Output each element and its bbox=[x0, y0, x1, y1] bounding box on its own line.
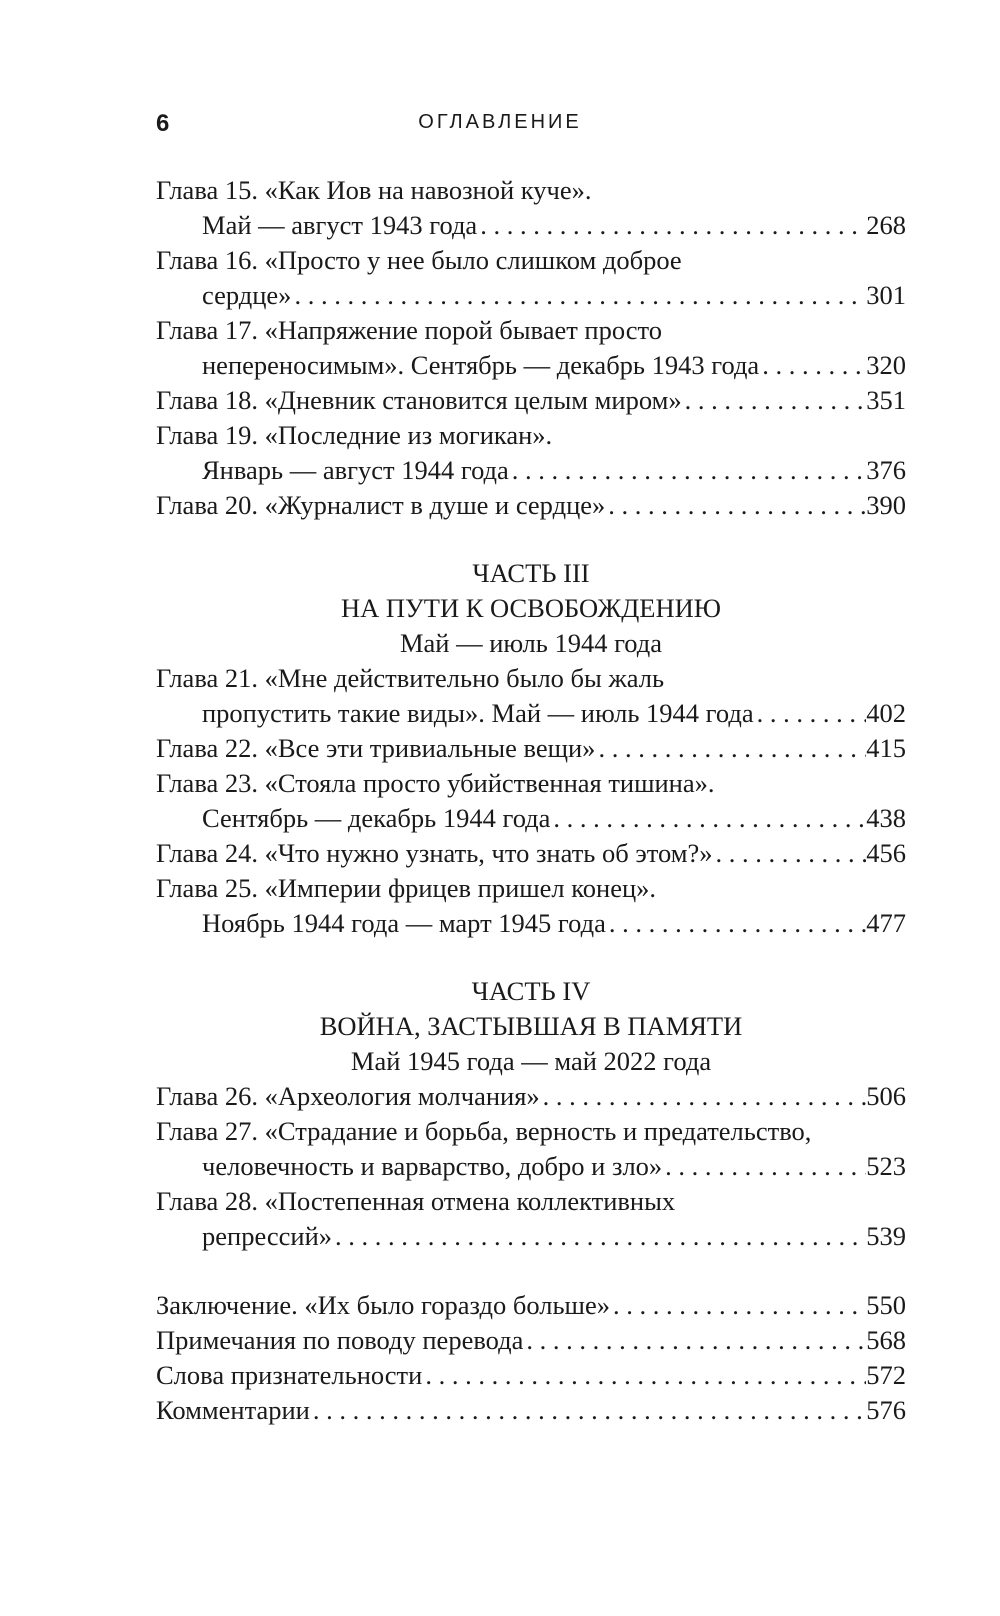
toc-entry-ch16[interactable] bbox=[156, 278, 906, 313]
toc-entry-ch19-line1: Глава 19. «Последние из могикан». bbox=[156, 420, 553, 450]
part-label: ЧАСТЬ IV bbox=[471, 976, 591, 1006]
dot-leader bbox=[606, 906, 866, 941]
dot-leader bbox=[759, 348, 866, 383]
toc-entry-text: Заключение. «Их было гораздо больше» bbox=[156, 1290, 610, 1320]
toc-entry-ch17-line1: Глава 17. «Напряжение порой бывает просто bbox=[156, 315, 663, 345]
toc-entry-ch16-line1: Глава 16. «Просто у нее было слишком доброе bbox=[156, 245, 682, 275]
toc-entry-ch25-line1: Глава 25. «Империи фрицев пришел конец». bbox=[156, 873, 657, 903]
dot-leader bbox=[332, 1219, 866, 1254]
page-ref: 506 bbox=[866, 1081, 906, 1111]
toc-entry-ch20[interactable] bbox=[156, 488, 906, 523]
part-label: ЧАСТЬ III bbox=[472, 558, 590, 588]
toc-entry-ch18[interactable] bbox=[156, 383, 906, 418]
page-ref: 351 bbox=[866, 385, 906, 415]
toc-entry-text: человечность и варварство, добро и зло» bbox=[202, 1151, 663, 1181]
toc-entry-text: Май — август 1943 года bbox=[202, 210, 478, 240]
page-ref: 568 bbox=[866, 1325, 906, 1355]
toc-entry-ch21[interactable] bbox=[156, 696, 906, 731]
dot-leader bbox=[540, 1079, 867, 1114]
part-title: ВОЙНА, ЗАСТЫВШАЯ В ПАМЯТИ bbox=[319, 1011, 743, 1041]
toc-entry-ch21-line1: Глава 21. «Мне действительно было бы жаль bbox=[156, 663, 665, 693]
table-of-contents bbox=[156, 173, 906, 1428]
toc-entry-text: Глава 26. «Археология молчания» bbox=[156, 1081, 540, 1111]
dot-leader bbox=[310, 1393, 866, 1428]
spacer bbox=[156, 941, 906, 974]
page-ref: 523 bbox=[866, 1151, 906, 1181]
toc-entry-conclusion[interactable] bbox=[156, 1288, 906, 1323]
page-ref: 402 bbox=[866, 698, 906, 728]
dot-leader bbox=[662, 1149, 866, 1184]
running-head: ОГЛАВЛЕНИЕ bbox=[418, 111, 582, 133]
toc-entry-text: Глава 20. «Журналист в душе и сердце» bbox=[156, 490, 606, 520]
toc-entry-ch15-line1: Глава 15. «Как Иов на навозной куче». bbox=[156, 175, 592, 205]
page-ref: 576 bbox=[866, 1395, 906, 1425]
page-ref: 456 bbox=[866, 838, 906, 868]
toc-entry-text: сердце» bbox=[202, 280, 292, 310]
part-title: НА ПУТИ К ОСВОБОЖДЕНИЮ bbox=[340, 593, 722, 623]
page-ref: 438 bbox=[866, 803, 906, 833]
page-ref: 376 bbox=[866, 455, 906, 485]
page-number: 6 bbox=[156, 110, 170, 137]
toc-entry-ch23[interactable] bbox=[156, 801, 906, 836]
toc-entry-ch27-line1: Глава 27. «Страдание и борьба, верность и предательство, bbox=[156, 1116, 812, 1146]
toc-entry-text: пропустить такие виды». Май — июль 1944 года bbox=[202, 698, 754, 728]
toc-entry-text: Январь — август 1944 года bbox=[202, 455, 509, 485]
part-dates: Май — июль 1944 года bbox=[399, 628, 663, 658]
page-ref: 550 bbox=[866, 1290, 906, 1320]
page-ref: 268 bbox=[866, 210, 906, 240]
toc-entry-ch24[interactable] bbox=[156, 836, 906, 871]
dot-leader bbox=[477, 208, 866, 243]
spacer bbox=[156, 1254, 906, 1288]
toc-entry-text: непереносимым». Сентябрь — декабрь 1943 года bbox=[202, 350, 760, 380]
toc-entry-ch28[interactable] bbox=[156, 1219, 906, 1254]
spacer bbox=[156, 523, 906, 556]
toc-entry-ch26[interactable] bbox=[156, 1079, 906, 1114]
dot-leader bbox=[754, 696, 867, 731]
dot-leader bbox=[682, 383, 867, 418]
page-ref: 320 bbox=[866, 350, 906, 380]
dot-leader bbox=[595, 731, 866, 766]
dot-leader bbox=[509, 453, 866, 488]
toc-entry-translation-notes[interactable] bbox=[156, 1323, 906, 1358]
toc-entry-ch25[interactable] bbox=[156, 906, 906, 941]
dot-leader bbox=[605, 488, 866, 523]
page-ref: 572 bbox=[866, 1360, 906, 1390]
page-ref: 477 bbox=[866, 908, 906, 938]
part-dates: Май 1945 года — май 2022 года bbox=[350, 1046, 712, 1076]
toc-entry-ch28-line1: Глава 28. «Постепенная отмена коллективных bbox=[156, 1186, 676, 1216]
page-ref: 301 bbox=[866, 280, 906, 310]
toc-entry-ch22[interactable] bbox=[156, 731, 906, 766]
page-ref: 415 bbox=[866, 733, 906, 763]
dot-leader bbox=[291, 278, 866, 313]
toc-entry-ch23-line1: Глава 23. «Стояла просто убийственная тишина». bbox=[156, 768, 715, 798]
toc-entry-text: Примечания по поводу перевода bbox=[156, 1325, 524, 1355]
toc-entry-text: Глава 22. «Все эти тривиальные вещи» bbox=[156, 733, 596, 763]
toc-entry-comments[interactable] bbox=[156, 1393, 906, 1428]
toc-entry-text: Слова признательности bbox=[156, 1360, 423, 1390]
dot-leader bbox=[422, 1358, 866, 1393]
toc-entry-text: Глава 24. «Что нужно узнать, что знать об этом?» bbox=[156, 838, 713, 868]
toc-entry-acknowledgments[interactable] bbox=[156, 1358, 906, 1393]
dot-leader bbox=[523, 1323, 866, 1358]
toc-entry-text: Комментарии bbox=[156, 1395, 310, 1425]
toc-entry-text: Сентябрь — декабрь 1944 года bbox=[202, 803, 551, 833]
toc-entry-text: Ноябрь 1944 года — март 1945 года bbox=[202, 908, 606, 938]
toc-entry-text: Глава 18. «Дневник становится целым миром» bbox=[156, 385, 682, 415]
toc-entry-ch17[interactable] bbox=[156, 348, 906, 383]
toc-entry-text: репрессий» bbox=[202, 1221, 333, 1251]
page-ref: 390 bbox=[866, 490, 906, 520]
toc-entry-ch27[interactable] bbox=[156, 1149, 906, 1184]
dot-leader bbox=[550, 801, 866, 836]
toc-entry-ch19[interactable] bbox=[156, 453, 906, 488]
dot-leader bbox=[610, 1288, 866, 1323]
dot-leader bbox=[712, 836, 866, 871]
toc-entry-ch15[interactable] bbox=[156, 208, 906, 243]
page-ref: 539 bbox=[866, 1221, 906, 1251]
